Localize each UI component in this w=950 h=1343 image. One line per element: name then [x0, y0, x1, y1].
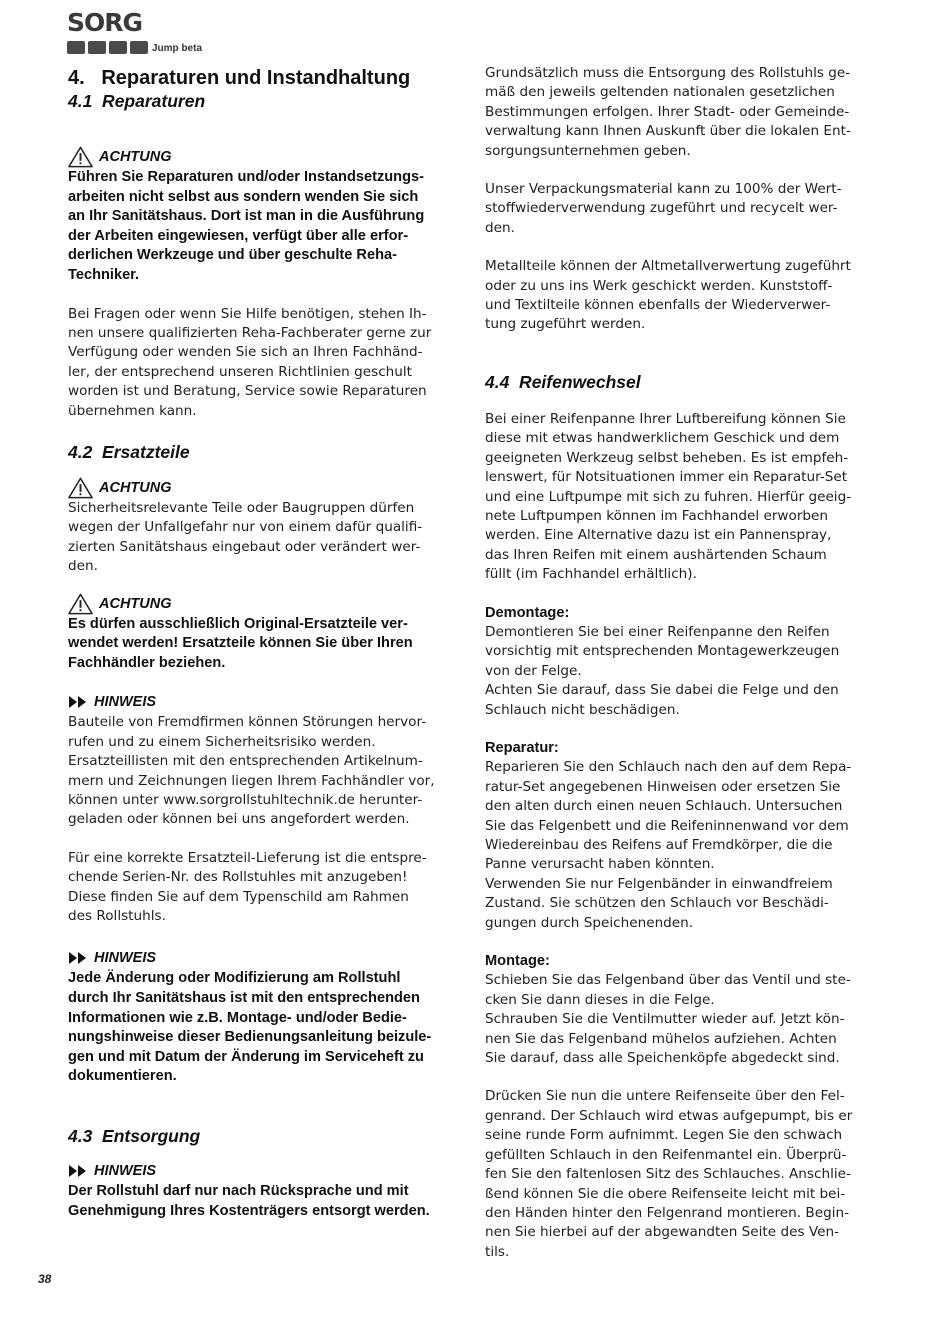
text-line: gungen durch Speichenenden. [485, 914, 694, 931]
warning-label-text: ACHTUNG [99, 480, 172, 496]
text-line: cken Sie dann dieses in die Felge. [485, 991, 715, 1008]
text-line: stoffwiederverwendung zugeführt und recycelt wer- [485, 200, 838, 217]
warning-text [68, 499, 466, 577]
section-4-1-heading: 4.1 Reparaturen [68, 91, 206, 111]
text-line: fen Sie den faltenlosen Sitz des Schlauches. Anschlie- [485, 1166, 851, 1183]
text-line: gen und mit Datum der Änderung im Serviceheft zu [68, 1048, 424, 1065]
body-paragraph [485, 410, 883, 585]
warning-label [68, 593, 466, 615]
text-line: von der Felge. [485, 662, 582, 679]
text-line: füllt (im Fachhandel erhältlich). [485, 566, 697, 583]
text-line: Unser Verpackungsmaterial kann zu 100% der Wert- [485, 181, 842, 198]
logo-wordmark: SORG [67, 8, 143, 37]
text-line: Schrauben Sie die Ventilmutter wieder auf. Jetzt kön- [485, 1011, 845, 1028]
logo-bars [67, 41, 148, 54]
text-line: des Rollstuhls. [68, 908, 166, 925]
text-line: Sie darauf, dass alle Speichenköpfe abgedeckt sind. [485, 1050, 840, 1067]
text-line: Panne verursacht haben könnten. [485, 856, 715, 873]
text-line: tils. [485, 1243, 510, 1260]
text-line: sorgungsunternehmen geben. [485, 142, 691, 159]
text-line: genrand. Der Schlauch wird etwas aufgepumpt, bis er [485, 1107, 853, 1124]
text-line: dokumentieren. [68, 1068, 177, 1085]
text-line: Sicherheitsrelevante Teile oder Baugruppen dürfen [68, 500, 415, 516]
text-line: ßend können Sie die obere Reifenseite leicht mit bei- [485, 1185, 846, 1202]
text-line: das Ihren Reifen mit einem aushärtenden Schaum [485, 546, 827, 563]
text-line: den Händen hinter den Felgenrand montieren. Begin- [485, 1204, 850, 1221]
section-4-4-heading: 4.4 Reifenwechsel [485, 371, 641, 392]
body-paragraph [485, 180, 883, 238]
warning-label [68, 146, 466, 168]
text-line: rufen und zu einem Sicherheitsrisiko werden. [68, 733, 376, 750]
text-line: diese mit etwas handwerklichem Geschick und dem [485, 430, 840, 447]
text-line: Jede Änderung oder Modifizierung am Rollstuhl [68, 970, 401, 987]
hint-label-text: HINWEIS [94, 950, 157, 967]
fast-forward-icon [68, 696, 88, 708]
hint-label-text: HINWEIS [94, 694, 157, 711]
text-line: nen Sie das Felgenband mühelos aufziehen. Achten [485, 1030, 837, 1047]
reparatur-label: Reparatur: [485, 739, 559, 756]
text-line: Schlauch nicht beschädigen. [485, 701, 680, 718]
montage-label: Montage: [485, 953, 550, 970]
text-line: nen unsere qualifizierten Reha-Fachberater gerne zur [68, 324, 432, 341]
hint-label [68, 691, 466, 713]
text-line: Bei Fragen oder wenn Sie Hilfe benötigen, stehen Ih- [68, 305, 427, 322]
text-line: oder zu uns ins Werk geschickt werden. Kunststoff- [485, 277, 833, 294]
text-line: verwaltung kann Ihnen Auskunft über die lokalen Ent- [485, 123, 851, 140]
text-line: Techniker. [68, 266, 140, 283]
hint-text [68, 713, 466, 829]
text-line: den alten durch einen neuen Schlauch. Untersuchen [485, 798, 843, 815]
body-paragraph [485, 64, 883, 161]
text-line: Schieben Sie das Felgenband über das Ventil und ste- [485, 972, 851, 989]
text-line: und eine Luftpumpe mit sich zu fuhren. Hierfür geeig- [485, 488, 852, 505]
text-line: Der Rollstuhl darf nur nach Rücksprache und mit [68, 1183, 409, 1200]
text-line: Diese finden Sie auf dem Typenschild am Rahmen [68, 888, 409, 905]
text-line: zierten Sanitätshaus eingebaut oder verändert wer- [68, 538, 421, 555]
text-line: Für eine korrekte Ersatzteil-Lieferung ist die entspre- [68, 849, 427, 866]
text-line: wegen der Unfallgefahr nur von einem dafür qualifi- [68, 519, 423, 536]
body-paragraph [485, 1087, 883, 1262]
text-line: Metallteile können der Altmetallverwertung zugeführt [485, 258, 851, 275]
text-line: werden. Eine Alternative dazu ist ein Pannenspray, [485, 527, 832, 544]
text-line: chende Serien-Nr. des Rollstuhles mit anzugeben! [68, 869, 408, 886]
demontage-label: Demontage: [485, 604, 570, 621]
body-paragraph [485, 623, 883, 720]
hint-label-text: HINWEIS [94, 1163, 157, 1180]
body-paragraph [68, 849, 466, 927]
text-line: der Arbeiten eingewiesen, verfügt über alle erfor- [68, 227, 409, 244]
hint-label [68, 947, 466, 969]
text-line: wendet werden! Ersatzteile können Sie über Ihren [68, 635, 413, 652]
text-line: Bauteile von Fremdfirmen können Störungen hervor- [68, 714, 427, 731]
text-line: mäß den jeweils geltenden nationalen gesetzlichen [485, 84, 835, 101]
text-line: Verfügung oder wenden Sie sich an Ihren Fachhänd- [68, 344, 423, 361]
fast-forward-icon [68, 1165, 88, 1177]
text-line: worden ist und Beratung, Service sowie Reparaturen [68, 383, 427, 400]
logo-bar [109, 41, 127, 54]
body-paragraph [485, 257, 883, 335]
text-line: nungshinweise dieser Bedienungsanleitung beizule- [68, 1029, 432, 1046]
body-paragraph [485, 971, 883, 1068]
text-line: und Textilteile können ebenfalls der Wiederverwer- [485, 297, 831, 314]
text-line: seine runde Form aufnimmt. Legen Sie den schwach [485, 1127, 843, 1144]
text-line: gefüllten Schlauch in den Reifenmantel ein. Überprü- [485, 1146, 847, 1163]
text-line: lenswert, für Notsituationen immer ein Reparatur-Set [485, 469, 848, 486]
text-line: übernehmen kann. [68, 402, 197, 419]
text-line: nete Luftpumpen können im Fachhandel erworben [485, 507, 829, 524]
text-line: Es dürfen ausschließlich Original-Ersatzteile ver- [68, 615, 408, 632]
warning-triangle-icon [68, 477, 93, 499]
logo-bar [88, 41, 106, 54]
text-line: mern und Zeichnungen liegen Ihrem Fachhändler vor, [68, 772, 435, 789]
section-4-2-heading: 4.2 Ersatzteile [68, 442, 190, 462]
text-line: Ersatzteillisten mit den entsprechenden Artikelnum- [68, 753, 423, 770]
warning-triangle-icon [68, 146, 93, 168]
text-line: Demontieren Sie bei einer Reifenpanne den Reifen [485, 623, 830, 640]
text-line: Drücken Sie nun die untere Reifenseite über den Fel- [485, 1088, 845, 1105]
text-line: Bei einer Reifenpanne Ihrer Luftbereifung können Sie [485, 410, 846, 427]
fast-forward-icon [68, 952, 88, 964]
warning-label [68, 477, 466, 499]
text-line: ratur-Set angegebenen Hinweisen oder ersetzen Sie [485, 778, 841, 795]
warning-label-text: ACHTUNG [99, 149, 172, 165]
text-line: derlichen Werkzeuge und über geschulte Reha- [68, 247, 397, 264]
text-line: Bestimmungen erfolgen. Ihrer Stadt- oder Gemeinde- [485, 103, 850, 120]
text-line: Sie das Felgenbett und die Reifeninnenwand vor dem [485, 817, 849, 834]
right-column [485, 64, 883, 1262]
text-line: Verwenden Sie nur Felgenbänder in einwandfreiem [485, 875, 833, 892]
text-line: Grundsätzlich muss die Entsorgung des Rollstuhls ge- [485, 65, 851, 81]
warning-label-text: ACHTUNG [99, 595, 172, 612]
text-line: geladen oder können bei uns angefordert werden. [68, 811, 410, 828]
section-4-3-heading: 4.3 Entsorgung [68, 1126, 201, 1147]
text-line: durch Ihr Sanitätshaus ist mit den entsprechenden [68, 990, 420, 1007]
warning-triangle-icon [68, 593, 93, 615]
page-number: 38 [38, 1272, 52, 1286]
text-line: können unter www.sorgrollstuhltechnik.de herunter- [68, 792, 423, 809]
text-line: Zustand. Sie schützen den Schlauch vor Beschädi- [485, 895, 829, 912]
body-paragraph [68, 305, 466, 421]
text-line: an Ihr Sanitätshaus. Dort ist man in die Ausführung [68, 208, 425, 225]
text-line: Wiedereinbau des Reifens auf Fremdkörper, die die [485, 837, 833, 853]
text-line: geeigneten Werkzeug selbst beheben. Es ist empfeh- [485, 449, 849, 466]
logo-bar [130, 41, 148, 54]
product-name: Jump beta [152, 43, 203, 54]
text-line: Genehmigung Ihres Kostenträgers entsorgt werden. [68, 1202, 430, 1219]
warning-text [68, 168, 466, 286]
text-line: Achten Sie darauf, dass Sie dabei die Felge und den [485, 682, 839, 699]
text-line: Informationen wie z.B. Montage- und/oder Bedie- [68, 1009, 407, 1026]
brand-logo [67, 8, 227, 56]
warning-text [68, 615, 466, 674]
text-line: den. [485, 219, 515, 236]
hint-label [68, 1160, 466, 1182]
text-line: nen Sie hierbei auf der abgewandten Seite des Ven- [485, 1224, 839, 1241]
text-line: den. [68, 558, 98, 575]
hint-text [68, 1182, 466, 1221]
text-line: tung zugeführt werden. [485, 316, 646, 333]
text-line: Reparieren Sie den Schlauch nach den auf dem Repa- [485, 759, 852, 776]
text-line: vorsichtig mit entsprechenden Montagewerkzeugen [485, 643, 840, 660]
text-line: ler, der entsprechend unseren Richtlinien geschult [68, 363, 413, 380]
logo-bar [67, 41, 85, 54]
body-paragraph [485, 758, 883, 933]
left-column [68, 64, 466, 1221]
hint-text [68, 969, 466, 1087]
chapter-title: 4. Reparaturen und Instandhaltung [68, 67, 411, 89]
text-line: Führen Sie Reparaturen und/oder Instandsetzungs- [68, 169, 424, 185]
text-line: Fachhändler beziehen. [68, 654, 226, 671]
text-line: arbeiten nicht selbst aus sondern wenden Sie sich [68, 188, 419, 205]
